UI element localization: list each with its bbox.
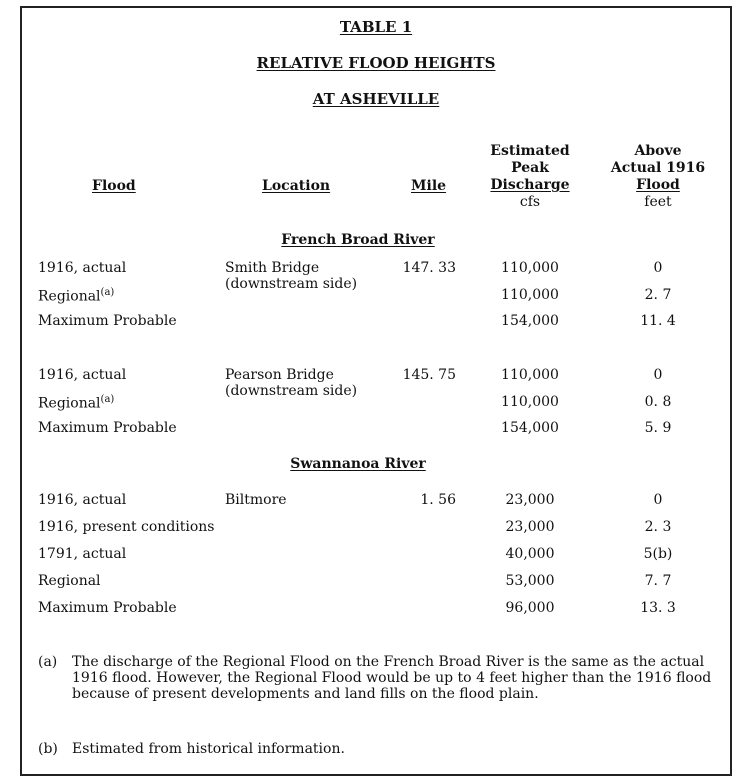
table-title: RELATIVE FLOOD HEIGHTS xyxy=(256,54,496,72)
feet-value: 5(b) xyxy=(643,546,673,562)
header-above-line2: Actual 1916 xyxy=(610,160,706,176)
mile-smith: 147. 33 xyxy=(402,260,456,276)
flood-label: 1916, actual xyxy=(38,367,127,383)
discharge-value: 154,000 xyxy=(501,420,559,436)
location-biltmore: Biltmore xyxy=(225,492,287,508)
footnote-a-text: The discharge of the Regional Flood on the French Broad River is the same as the actual 1916 flood. However, the Regional Flood would be up to 4 feet higher than the 1916 flood because of present developments and land fills on the flood plain. xyxy=(72,654,712,702)
table-subtitle: AT ASHEVILLE xyxy=(312,90,440,108)
flood-label: Maximum Probable xyxy=(38,600,177,616)
header-discharge-line1: Estimated xyxy=(490,143,570,159)
discharge-value: 96,000 xyxy=(505,600,555,616)
discharge-value: 40,000 xyxy=(505,546,555,562)
discharge-value: 154,000 xyxy=(501,313,559,329)
footnote-a-label: (a) xyxy=(38,654,58,670)
header-discharge-unit: cfs xyxy=(519,194,541,210)
section-swannanoa: Swannanoa River xyxy=(290,456,426,472)
flood-label: Regional$^{(a)}$ xyxy=(38,394,115,412)
feet-value: 0 xyxy=(653,367,663,383)
feet-value: 0. 8 xyxy=(644,394,672,410)
feet-value: 0 xyxy=(653,260,663,276)
footnote-b-label: (b) xyxy=(38,741,58,757)
discharge-value: 110,000 xyxy=(501,394,559,410)
header-above xyxy=(598,143,718,211)
header-discharge xyxy=(478,143,582,211)
header-location: Location xyxy=(262,178,331,194)
feet-value: 2. 3 xyxy=(644,519,672,535)
feet-value: 2. 7 xyxy=(644,287,672,303)
location-smith-note: (downstream side) xyxy=(225,276,358,292)
flood-label: 1916, actual xyxy=(38,492,127,508)
feet-value: 0 xyxy=(653,492,663,508)
mile-biltmore: 1. 56 xyxy=(420,492,456,508)
header-above-unit: feet xyxy=(644,194,672,210)
footnote-b-text: Estimated from historical information. xyxy=(72,741,345,757)
discharge-value: 23,000 xyxy=(505,492,555,508)
discharge-value: 110,000 xyxy=(501,260,559,276)
feet-value: 11. 4 xyxy=(640,313,676,329)
section-french-broad: French Broad River xyxy=(281,232,435,248)
table-number: TABLE 1 xyxy=(339,18,413,36)
flood-label: Maximum Probable xyxy=(38,313,177,329)
location-pearson-bridge: Pearson Bridge xyxy=(225,367,334,383)
location-pearson-note: (downstream side) xyxy=(225,383,358,399)
flood-label: Regional xyxy=(38,573,101,589)
discharge-value: 110,000 xyxy=(501,287,559,303)
header-discharge-line2: Peak xyxy=(511,160,549,176)
footnote-ref-a: (a) xyxy=(100,287,115,298)
discharge-value: 53,000 xyxy=(505,573,555,589)
feet-value: 13. 3 xyxy=(640,600,676,616)
feet-value: 7. 7 xyxy=(644,573,672,589)
table-frame xyxy=(20,6,732,776)
header-above-line3: Flood xyxy=(636,177,680,193)
header-mile: Mile xyxy=(411,178,447,194)
footnote-ref-a: (a) xyxy=(100,394,115,405)
header-above-line1: Above xyxy=(634,143,682,159)
header-flood: Flood xyxy=(92,178,136,194)
discharge-value: 110,000 xyxy=(501,367,559,383)
header-discharge-line3: Discharge xyxy=(490,177,570,193)
flood-label: Regional$^{(a)}$ xyxy=(38,287,115,305)
flood-label: 1791, actual xyxy=(38,546,127,562)
flood-label: 1916, actual xyxy=(38,260,127,276)
mile-pearson: 145. 75 xyxy=(402,367,456,383)
discharge-value: 23,000 xyxy=(505,519,555,535)
flood-label: Maximum Probable xyxy=(38,420,177,436)
location-smith-bridge: Smith Bridge xyxy=(225,260,320,276)
feet-value: 5. 9 xyxy=(644,420,672,436)
flood-label: 1916, present conditions xyxy=(38,519,215,535)
